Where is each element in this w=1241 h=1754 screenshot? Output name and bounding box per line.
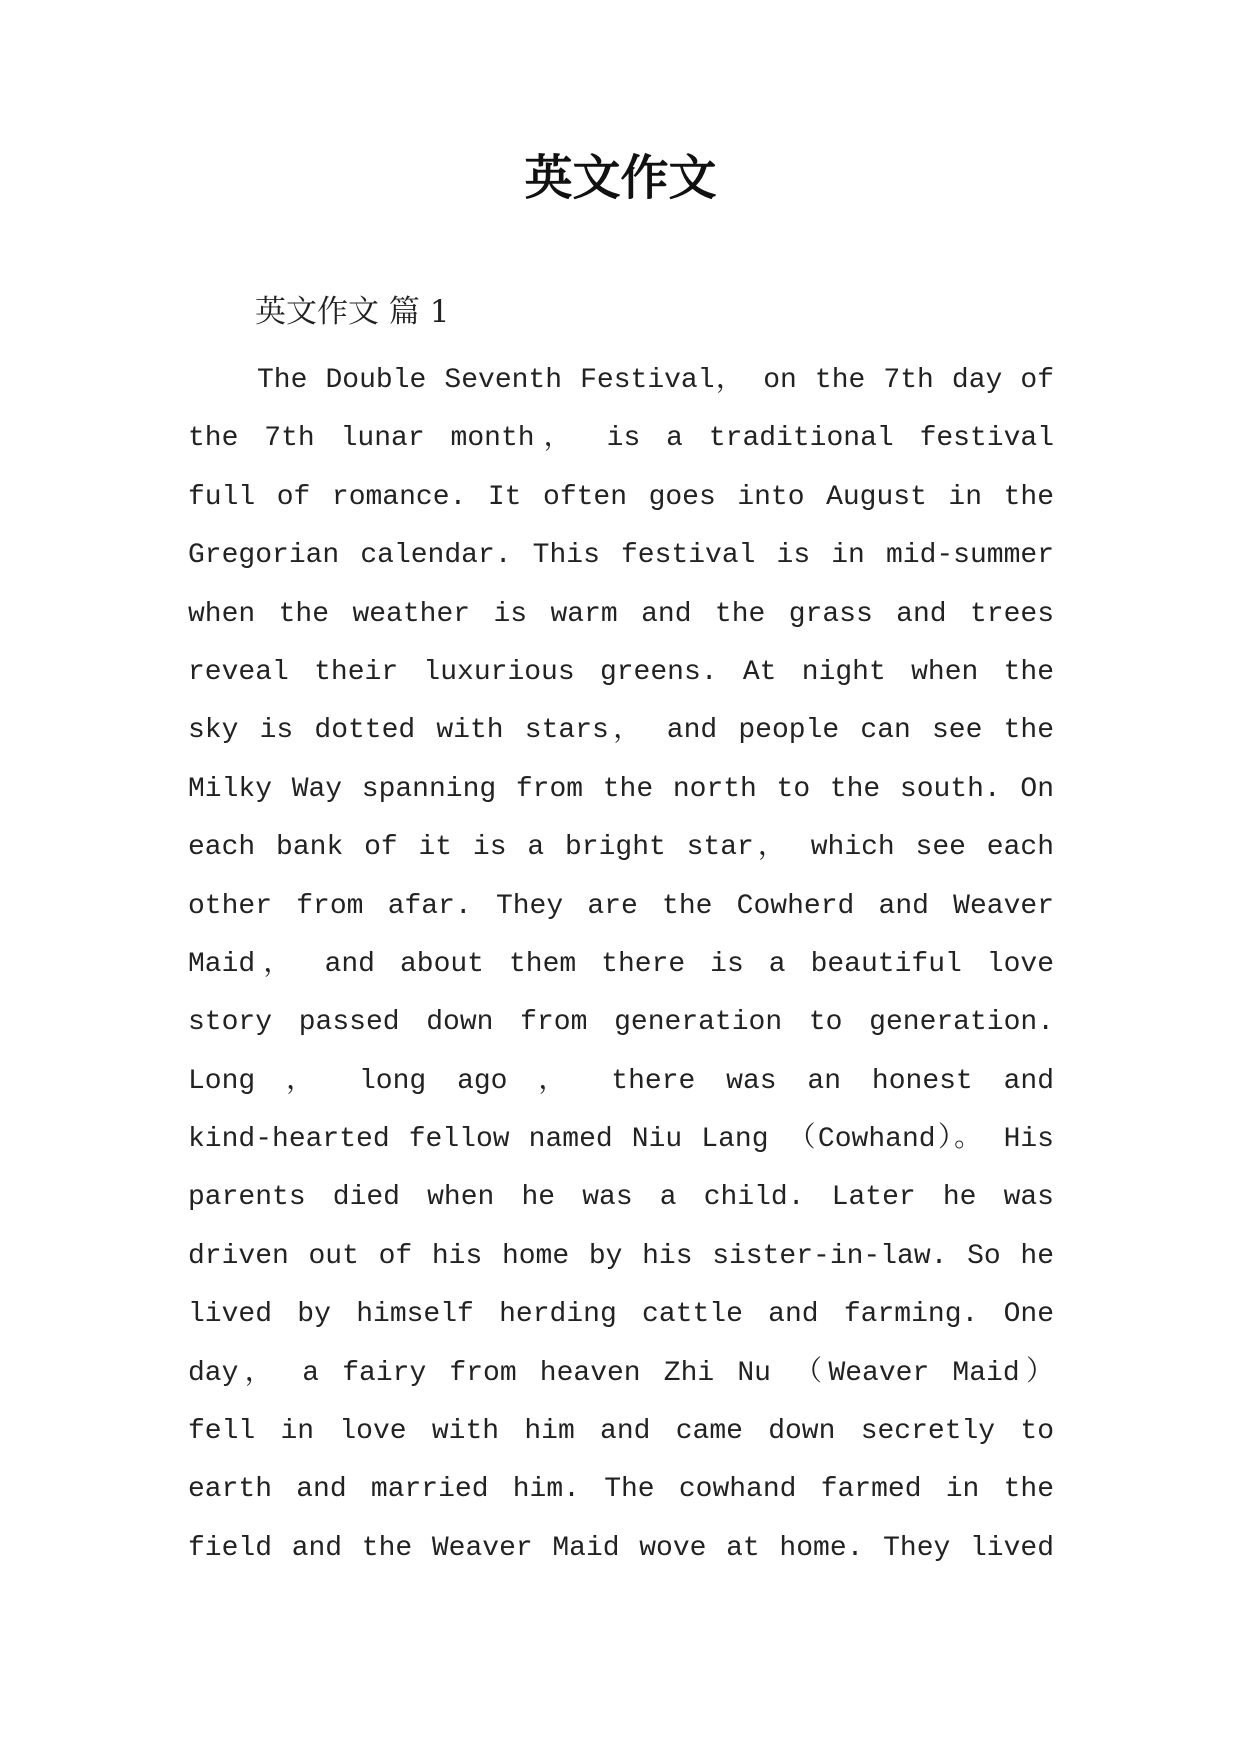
paragraph-line: Milky Way spanning from the north to the south. On [188,773,1054,805]
paragraph-line: when the weather is warm and the grass and trees [188,598,1054,630]
paragraph-line: parents died when he was a child. Later he was [188,1182,1054,1214]
paragraph-line: each bank of it is a bright star， which see each [188,832,1054,864]
essay-paragraph [188,352,1054,1578]
paragraph-line: driven out of his home by his sister-in-law. So he [188,1240,1054,1272]
paragraph-line: The Double Seventh Festival， on the 7th day of [257,365,1054,396]
paragraph-line: the 7th lunar month， is a traditional festival [188,423,1054,455]
paragraph-line: lived by himself herding cattle and farming. One [188,1299,1054,1331]
paragraph-line: day， a fairy from heaven Zhi Nu （Weaver Maid） [188,1357,1054,1389]
page-title: 英文作文 [524,150,717,206]
paragraph-line: reveal their luxurious greens. At night when the [188,656,1054,688]
paragraph-line: Long ， long ago ， there was an honest and [188,1065,1054,1097]
paragraph-line: Gregorian calendar. This festival is in mid-summer [188,540,1054,572]
paragraph-line: full of romance. It often goes into August in the [188,481,1054,513]
section-heading: 英文作文 篇 1 [255,294,450,330]
paragraph-line: Maid， and about them there is a beautiful love [188,948,1054,980]
paragraph-line: kind-hearted fellow named Niu Lang （Cowhand）。 His [188,1124,1054,1156]
paragraph-line: field and the Weaver Maid wove at home. They lived [188,1532,1054,1564]
paragraph-line: story passed down from generation to generation. [188,1007,1054,1039]
paragraph-line: sky is dotted with stars， and people can see the [188,715,1054,747]
paragraph-line: other from afar. They are the Cowherd and Weaver [188,890,1054,922]
paragraph-line: earth and married him. The cowhand farmed in the [188,1474,1054,1506]
paragraph-line: fell in love with him and came down secretly to [188,1416,1054,1448]
